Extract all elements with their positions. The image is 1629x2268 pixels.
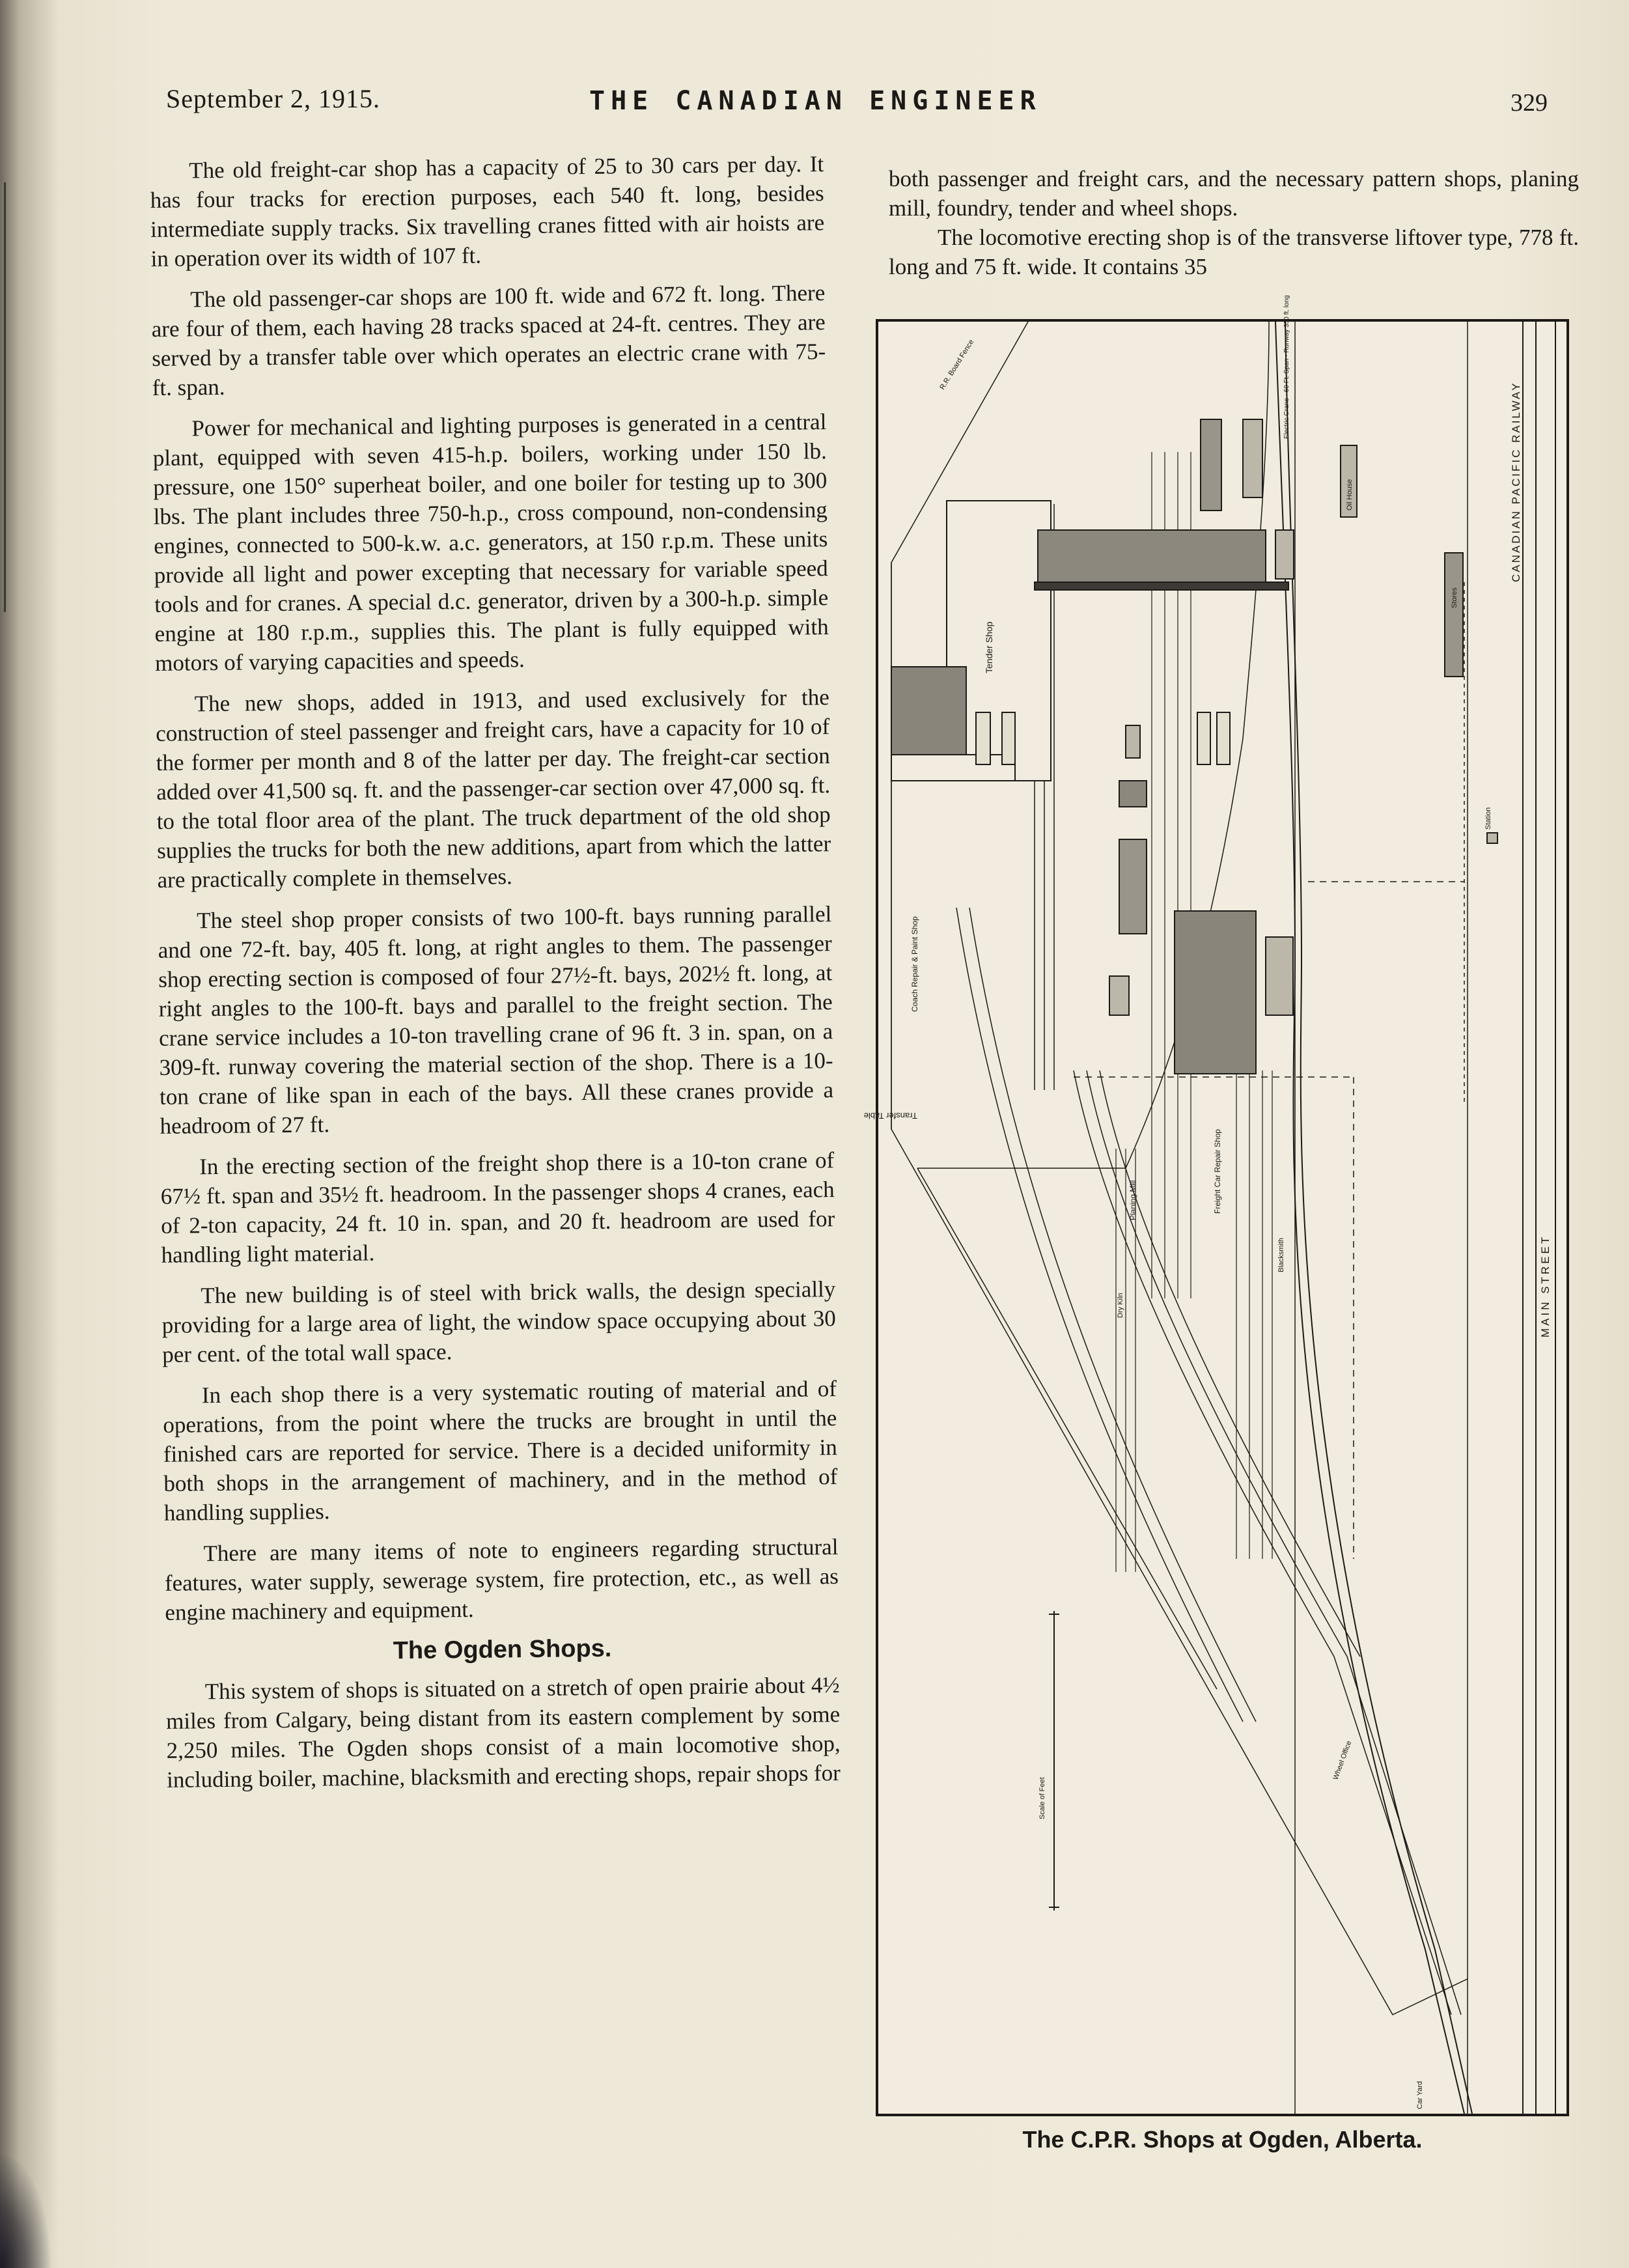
- paragraph-continuation: both passenger and freight cars, and the necessary pattern shops, planing mill, foundry, tender and wheel shops.: [889, 166, 1579, 221]
- stores-building: [1445, 553, 1463, 677]
- label-street: MAIN STREET: [1539, 1234, 1552, 1337]
- page-number: 329: [1511, 89, 1548, 117]
- left-column: [150, 149, 841, 1806]
- label-stores: Stores: [1451, 587, 1458, 608]
- label-scale: Scale of Feet: [1038, 1777, 1046, 1819]
- label-planing-mill: Planing Mill: [1128, 1180, 1137, 1220]
- label-station: Station: [1484, 807, 1492, 830]
- scale-bar: [1049, 1611, 1059, 1911]
- paragraph: Power for mechanical and lighting purposes is generated in a central plant, equipped with seven 415-h.p. boilers, working under 150 lb. pressure, one 150° superheat boiler, and one boiler for testing up to 300 lbs. The plant includes three 750-h.p., cross compound, non-condensing engines, connected to 500-k.w. a.c. generators, at 150 r.p.m. These units provide all light and power excepting that necessary for variable speed tools and for cranes. A special d.c. generator, driven by a 300-h.p. simple engine at 180 r.p.m., supplies this. The plant is fully equipped with motors of varying capacities and speeds.: [152, 409, 829, 676]
- right-column: [889, 164, 1579, 281]
- site-plan-drawing: [863, 295, 1566, 2114]
- label-oil-house: Oil House: [1346, 479, 1354, 511]
- label-tender-shop: Tender Shop: [984, 621, 994, 673]
- binding-shadow: [0, 2151, 52, 2268]
- locomotive-erecting-shop: [1038, 530, 1266, 590]
- paragraph: The locomotive erecting shop is of the transverse liftover type, 778 ft. long and 75 ft. wide. It contains 35: [889, 225, 1579, 279]
- paragraph: The old freight-car shop has a capacity of 25 to 30 cars per day. It has four tracks for erection purposes, each 540 ft. long, besides intermediate supply tracks. Six travelling cranes fitted with air hoists are in operation over its width of 107 ft.: [150, 151, 825, 272]
- paragraph: The old passenger-car shops are 100 ft. wide and 672 ft. long. There are four of them, each having 28 tracks spaced at 24-ft. centres. They are served by a transfer table over which operates an electric crane with 75-ft. span.: [151, 280, 826, 400]
- label-transfer-table: Transfer Table: [863, 1111, 917, 1121]
- label-yard: Car Yard: [1416, 2080, 1424, 2109]
- site-plan-figure: [863, 295, 1569, 2116]
- planing-mill: [1119, 839, 1147, 934]
- header-date: September 2, 1915.: [166, 84, 381, 113]
- paragraph: There are many items of note to engineers regarding structural features, water supply, sewerage system, fire protection, etc., as well as engine machinery and equipment.: [164, 1534, 839, 1625]
- figure-caption: The C.P.R. Shops at Ogden, Alberta.: [1022, 2126, 1423, 2153]
- label-coach-shop: Coach Repair & Paint Shop: [910, 916, 919, 1012]
- freight-car-repair-shop: [1175, 911, 1256, 1074]
- blacksmith-shop: [1266, 937, 1293, 1015]
- paragraph: In each shop there is a very systematic routing of material and of operations, from the point where the trucks are brought in until the finished cars are reported for service. There is a decided uniformity in both shops in the arrangement of machinery, and in the method of handling supplies.: [163, 1376, 838, 1526]
- paragraph: This system of shops is situated on a stretch of open prairie about 4½ miles from Calgary, being distant from its eastern complement by some 2,250 miles. The Ogden shops consist of a main locomotive shop, including boiler, machine, blacksmith and erecting shops, repair shops for: [165, 1672, 841, 1793]
- journal-title: THE CANADIAN ENGINEER: [589, 86, 1042, 116]
- boiler-house: [1201, 419, 1221, 511]
- section-heading: The Ogden Shops.: [393, 1634, 612, 1665]
- label-dry-kiln: Dry Kiln: [1117, 1293, 1124, 1318]
- coach-repair-shop: [891, 667, 966, 758]
- label-fence: R.R. Board Fence: [938, 338, 976, 391]
- label-wheel-office: Wheel Office: [1331, 1739, 1354, 1782]
- label-blacksmith: Blacksmith: [1277, 1237, 1285, 1272]
- station-building: [1487, 833, 1497, 843]
- label-freight-shop: Freight Car Repair Shop: [1213, 1128, 1222, 1214]
- track: [1285, 322, 1472, 2114]
- label-crane: Electric Crane - 60 Ft. Span - Runway 350 ft. long: [1283, 295, 1290, 439]
- margin-rule: [4, 182, 6, 612]
- paragraph: The new shops, added in 1913, and used exclusively for the construction of steel passenger and freight cars, have a capacity for 10 of the former per month and 8 of the latter per day. The freight-car section added over 41,500 sq. ft. and the passenger-car section over 47,000 sq. ft. to the total floor area of the plant. The truck department of the old shop supplies the trucks for both the new additions, apart from which the latter are practically complete in themselves.: [156, 684, 831, 893]
- dry-kiln: [1109, 976, 1129, 1015]
- paragraph: The new building is of steel with brick walls, the design specially providing for a large area of light, the window space occupying about 30 per cent. of the total wall space.: [161, 1276, 836, 1367]
- track: [917, 1168, 1217, 1689]
- track: [1100, 1071, 1360, 1657]
- paragraph: In the erecting section of the freight shop there is a 10-ton crane of 67½ ft. span and 35½ ft. headroom. In the passenger shops 4 cranes, each of 2-ton capacity, 24 ft. 10 in. span, and 20 ft. headroom are used for handling light material.: [160, 1147, 835, 1268]
- paragraph: The steel shop proper consists of two 100-ft. bays running parallel and one 72-ft. bay, 405 ft. long, at right angles to them. The passenger shop erecting section is composed of four 27½-ft. bays, 202½ ft. long, at right angles to the 100-ft. bays and parallel to the freight section. The crane service includes a 10-ton travelling crane of 96 ft. 3 in. span, on a 309-ft. runway covering the material section of the shop. There is a 10-ton crane of like span in each of the bays. All these cranes provide a headroom of 27 ft.: [158, 901, 834, 1139]
- transfer-table: [891, 755, 1015, 781]
- label-railway: CANADIAN PACIFIC RAILWAY: [1510, 381, 1522, 582]
